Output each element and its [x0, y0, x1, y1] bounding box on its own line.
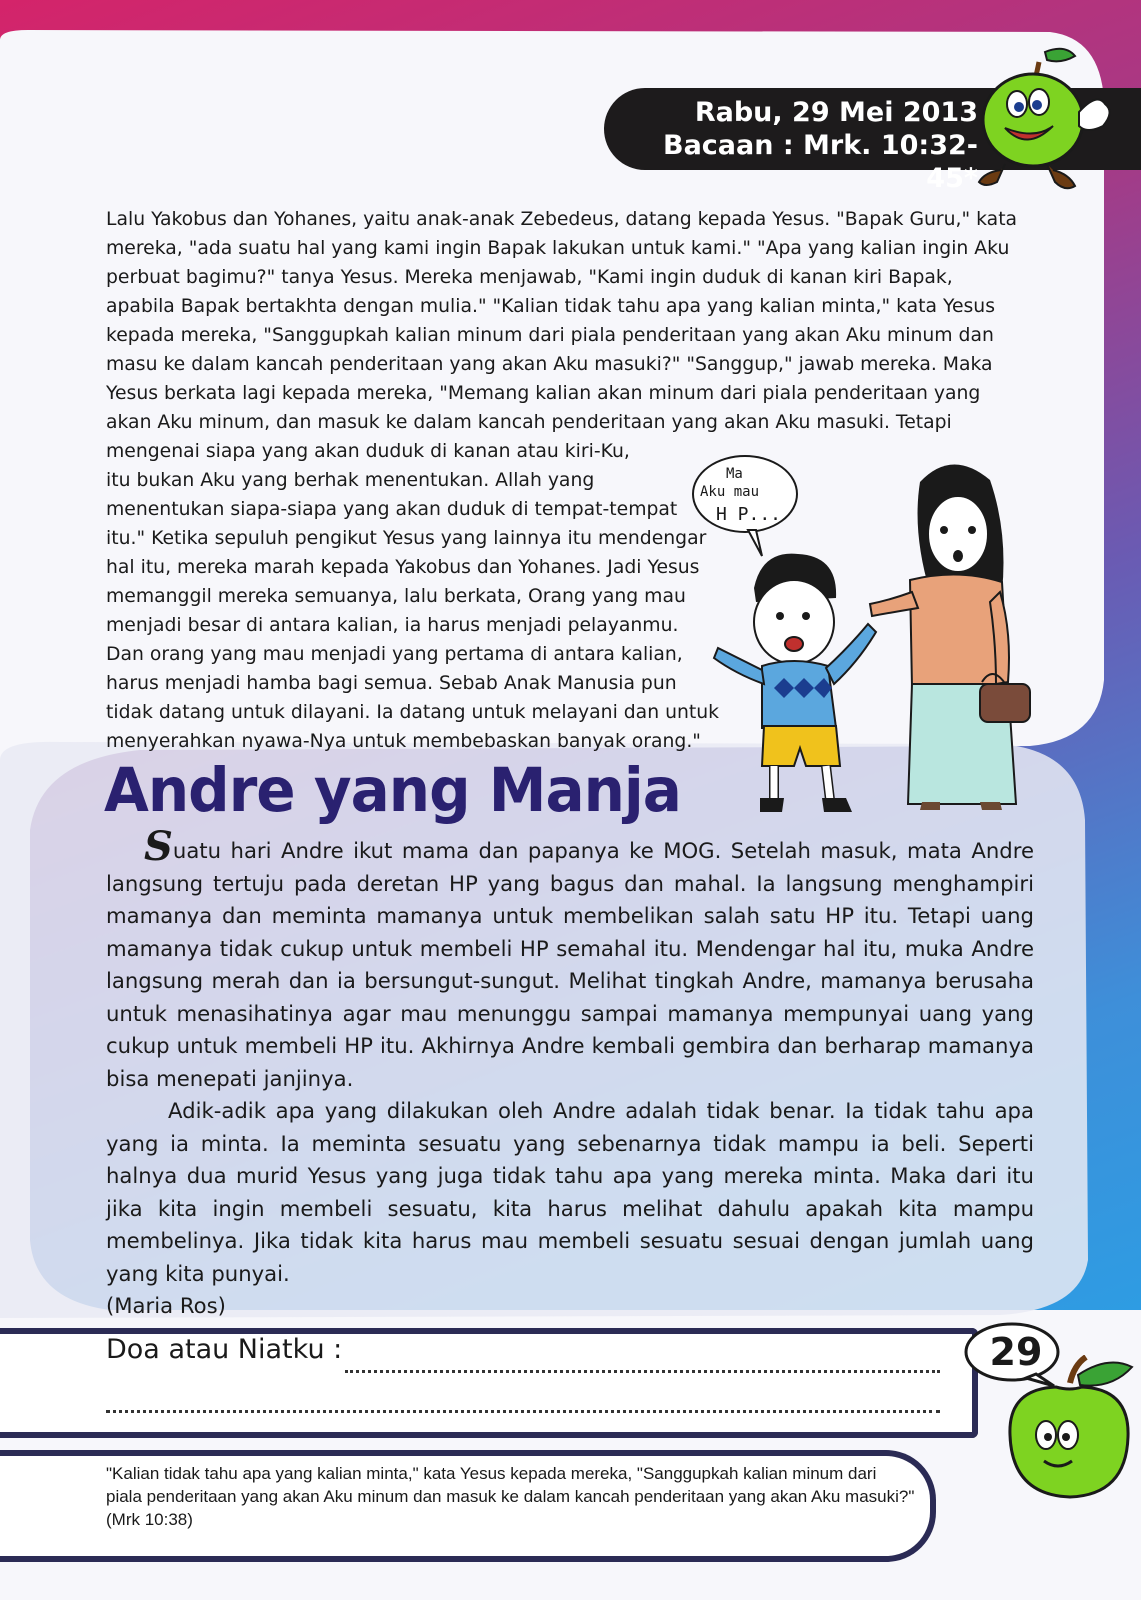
apple-mascot-icon — [975, 42, 1125, 202]
scripture-line: kepada mereka, "Sanggupkah kalian minum dari piala penderitaan yang akan Aku minum dan — [106, 325, 994, 346]
prayer-label: Doa atau Niatku : — [106, 1334, 343, 1365]
scripture-line: itu." Ketika sepuluh pengikut Yesus yang lainnya itu mendengar — [106, 528, 707, 549]
scripture-line: memanggil mereka semuanya, lalu berkata, Orang yang mau — [106, 586, 686, 607]
story-paragraph-1 — [106, 823, 1034, 1095]
boy-and-mother-illustration — [690, 452, 1060, 837]
scripture-line: Yesus berkata lagi kepada mereka, "Memang kalian akan minum dari piala penderitaan yang — [106, 383, 981, 404]
reading-reference: Bacaan : Mrk. 10:32-45* — [662, 130, 978, 194]
boy-figure — [714, 554, 876, 812]
scripture-line: Dan orang yang mau menjadi yang pertama di antara kalian, — [106, 644, 683, 665]
scripture-line: mereka, "ada suatu hal yang kami ingin Bapak lakukan untuk kami." "Apa yang kalian ingin Aku — [106, 238, 1010, 259]
speech-bubble — [693, 456, 797, 556]
scripture-line: mengenai siapa yang akan duduk di kanan atau kiri-Ku, — [106, 441, 630, 462]
verse-quote-line: "Kalian tidak tahu apa yang kalian minta," kata Yesus kepada mereka, "Sanggupkah kalian minum dari — [106, 1464, 877, 1483]
story-paragraph-2-text: Adik-adik apa yang dilakukan oleh Andre adalah tidak benar. Ia tidak tahu apa yang ia minta. Ia meminta sesuatu yang sebenarnya tidak mampu ia beli. Seperti halnya dua murid Yesus yang juga tidak tahu apa yang mereka minta. Maka dari itu jika kita ingin membeli sesuatu, kita harus melihat dahulu apakah kita mampu membelinya. Jika tidak kita harus mau membeli sesuatu sesuai dengan jumlah uang yang kita punyai. — [106, 1098, 1034, 1286]
date-text: Rabu, 29 Mei 2013 — [694, 97, 978, 128]
bubble-line-3: H P... — [716, 504, 782, 525]
scripture-line: tidak datang untuk dilayani. Ia datang untuk melayani dan untuk — [106, 702, 720, 723]
verse-quote-line: piala penderitaan yang akan Aku minum dan masuk ke dalam kancah penderitaan yang akan Aku masuki?" — [106, 1487, 915, 1506]
story-paragraph-2 — [106, 1095, 1034, 1290]
scripture-line: menentukan siapa-siapa yang akan duduk di tempat-tempat — [106, 499, 678, 520]
scripture-line: menyerahkan nyawa-Nya untuk membebaskan banyak orang." — [106, 731, 701, 752]
story-paragraph-1-text: uatu hari Andre ikut mama dan papanya ke MOG. Setelah masuk, mata Andre langsung tertuju pada deretan HP yang bagus dan mahal. Ia langsung menghampiri mamanya dan meminta mamanya untuk membelikan salah satu HP itu. Tetapi uang mamanya tidak cukup untuk membeli HP semahal itu. Mendengar hal itu, muka Andre langsung merah dan ia bersungut-sungut. Melihat tingkah Andre, mamanya berusaha untuk menasihatinya agar mau menunggu sampai mamanya mempunyai uang yang cukup untuk membeli HP itu. Akhirnya Andre kembali gembira dan berharap mamanya bisa menepati janjinya. — [106, 838, 1034, 1091]
prayer-write-line-1[interactable] — [345, 1340, 940, 1373]
page-number: 29 — [989, 1330, 1043, 1374]
prayer-write-line-2[interactable] — [106, 1384, 940, 1413]
verse-quote-line: (Mrk 10:38) — [106, 1510, 193, 1529]
scripture-line: Lalu Yakobus dan Yohanes, yaitu anak-anak Zebedeus, datang kepada Yesus. "Bapak Guru," kata — [106, 209, 1018, 230]
mother-figure — [870, 464, 1030, 810]
header-date — [620, 96, 978, 195]
story-body — [106, 823, 1034, 1323]
story-title: Andre yang Manja — [104, 754, 681, 826]
scripture-line: menjadi besar di antara kalian, ia harus menjadi pelayanmu. — [106, 615, 679, 636]
bubble-line-2: Aku mau — [700, 484, 760, 500]
apple-mascot-bottom-icon — [1000, 1355, 1138, 1505]
scripture-line: apabila Bapak bertakhta dengan mulia." "Kalian tidak tahu apa yang kalian minta," kata Yesus — [106, 296, 995, 317]
drop-cap: S — [144, 823, 173, 870]
scripture-line: harus menjadi hamba bagi semua. Sebab Anak Manusia pun — [106, 673, 677, 694]
scripture-line: masu ke dalam kancah penderitaan yang akan Aku masuki?" "Sanggup," jawab mereka. Maka — [106, 354, 993, 375]
bubble-line-1: Ma — [726, 466, 743, 482]
verse-quote — [106, 1462, 936, 1531]
scripture-line: itu bukan Aku yang berhak menentukan. Allah yang — [106, 470, 595, 491]
scripture-line: perbuat bagimu?" tanya Yesus. Mereka menjawab, "Kami ingin duduk di kanan kiri Bapak, — [106, 267, 953, 288]
scripture-line: akan Aku minum, dan masuk ke dalam kancah penderitaan yang akan Aku masuki. Tetapi — [106, 412, 952, 433]
scripture-line: hal itu, mereka marah kepada Yakobus dan Yohanes. Jadi Yesus — [106, 557, 700, 578]
story-author: (Maria Ros) — [106, 1293, 226, 1318]
